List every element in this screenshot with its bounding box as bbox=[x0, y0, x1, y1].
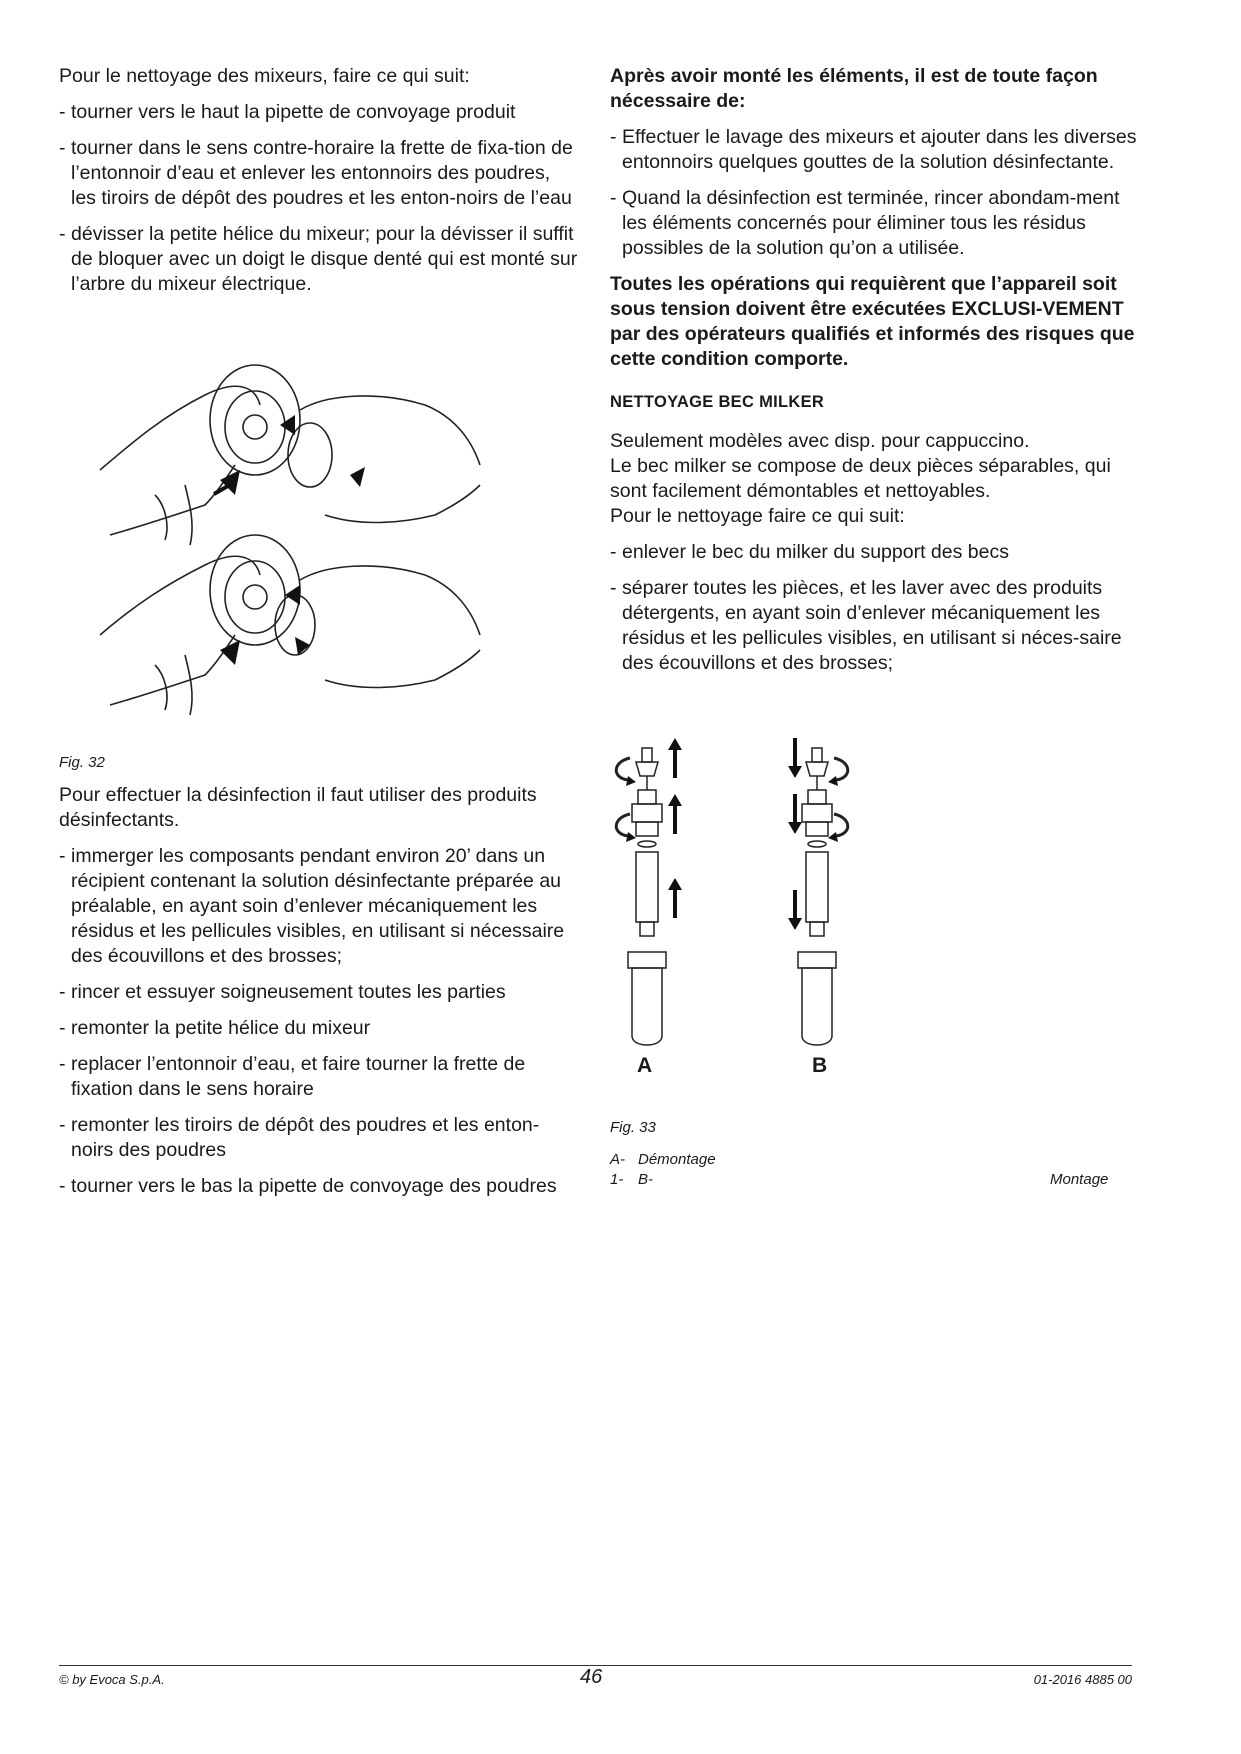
right-column bbox=[610, 64, 1145, 687]
mixer-disassembly-illustration bbox=[95, 355, 515, 725]
label-a: A bbox=[637, 1054, 653, 1077]
legend-key: B- bbox=[638, 1171, 653, 1188]
left-column-disinfection bbox=[59, 783, 579, 1210]
list-item: - tourner vers le haut la pipette de convoyage produit bbox=[59, 100, 579, 125]
list-item: - remonter les tiroirs de dépôt des poudres et les enton-noirs des poudres bbox=[59, 1113, 579, 1163]
footer-copyright: © by Evoca S.p.A. bbox=[59, 1672, 165, 1687]
after-assembly-heading: Après avoir monté les éléments, il est de toute façon nécessaire de: bbox=[610, 65, 1098, 112]
legend-key: A- bbox=[610, 1151, 625, 1168]
milker-line: Le bec milker se compose de deux pièces séparables, qui sont facilement démontables et nettoyables. bbox=[610, 455, 1111, 502]
list-item: - enlever le bec du milker du support des becs bbox=[610, 540, 1145, 565]
legend-value: Montage bbox=[1050, 1171, 1109, 1188]
list-item: - séparer toutes les pièces, et les laver avec des produits détergents, en ayant soin d’enlever mécaniquement les résidus et les pellicules visibles, en utilisant si néces-saire des écouvillons et des brosses; bbox=[610, 576, 1145, 676]
legend-value: Démontage bbox=[638, 1151, 716, 1168]
label-b: B bbox=[812, 1054, 828, 1077]
list-item: - immerger les composants pendant environ 20’ dans un récipient contenant la solution désinfectante préparée au préalable, en ayant soin d’enlever mécaniquement les résidus et les pellicules visibles, en utilisant si nécessaire des écouvillons et des brosses; bbox=[59, 844, 579, 969]
milker-spout-illustration bbox=[600, 736, 900, 1096]
section-title: NETTOYAGE BEC MILKER bbox=[610, 393, 825, 411]
safety-warning: Toutes les opérations qui requièrent que l’appareil soit sous tension doivent être exécutées EXCLUSI-VEMENT par des opérateurs qualifiés et informés des risques que cette condition comporte. bbox=[610, 273, 1135, 370]
list-item: - dévisser la petite hélice du mixeur; pour la dévisser il suffit de bloquer avec un doigt le disque denté qui est monté sur l’arbre du mixeur électrique. bbox=[59, 222, 579, 297]
legend-key: 1- bbox=[610, 1171, 624, 1188]
milker-line: Seulement modèles avec disp. pour cappuccino. bbox=[610, 430, 1030, 452]
page-number: 46 bbox=[580, 1666, 603, 1688]
left-column bbox=[59, 64, 579, 308]
disinfection-intro: Pour effectuer la désinfection il faut utiliser des produits désinfectants. bbox=[59, 784, 537, 831]
figure-caption: Fig. 33 bbox=[610, 1119, 656, 1136]
milker-steps bbox=[610, 540, 1145, 676]
disinfection-steps bbox=[59, 844, 579, 1199]
list-item: - replacer l’entonnoir d’eau, et faire tourner la frette de fixation dans le sens horaire bbox=[59, 1052, 579, 1102]
mixer-cleaning-intro: Pour le nettoyage des mixeurs, faire ce qui suit: bbox=[59, 65, 470, 87]
list-item: - tourner dans le sens contre-horaire la frette de fixa-tion de l’entonnoir d’eau et enlever les entonnoirs des poudres, les tiroirs de dépôt des poudres et les enton-noirs de l’eau bbox=[59, 136, 579, 211]
list-item: - rincer et essuyer soigneusement toutes les parties bbox=[59, 980, 579, 1005]
list-item: - remonter la petite hélice du mixeur bbox=[59, 1016, 579, 1041]
figure-legend bbox=[610, 1150, 1130, 1190]
figure-caption: Fig. 32 bbox=[59, 754, 105, 771]
list-item: - Quand la désinfection est terminée, rincer abondam-ment les éléments concernés pour éliminer tous les résidus possibles de la solution qu’on a utilisée. bbox=[610, 186, 1145, 261]
list-item: - tourner vers le bas la pipette de convoyage des poudres bbox=[59, 1174, 579, 1199]
milker-line: Pour le nettoyage faire ce qui suit: bbox=[610, 505, 905, 527]
mixer-cleaning-steps bbox=[59, 100, 579, 297]
after-assembly-steps bbox=[610, 125, 1145, 261]
footer-doc-code: 01-2016 4885 00 bbox=[1033, 1672, 1132, 1687]
list-item: - Effectuer le lavage des mixeurs et ajouter dans les diverses entonnoirs quelques gouttes de la solution désinfectante. bbox=[610, 125, 1145, 175]
